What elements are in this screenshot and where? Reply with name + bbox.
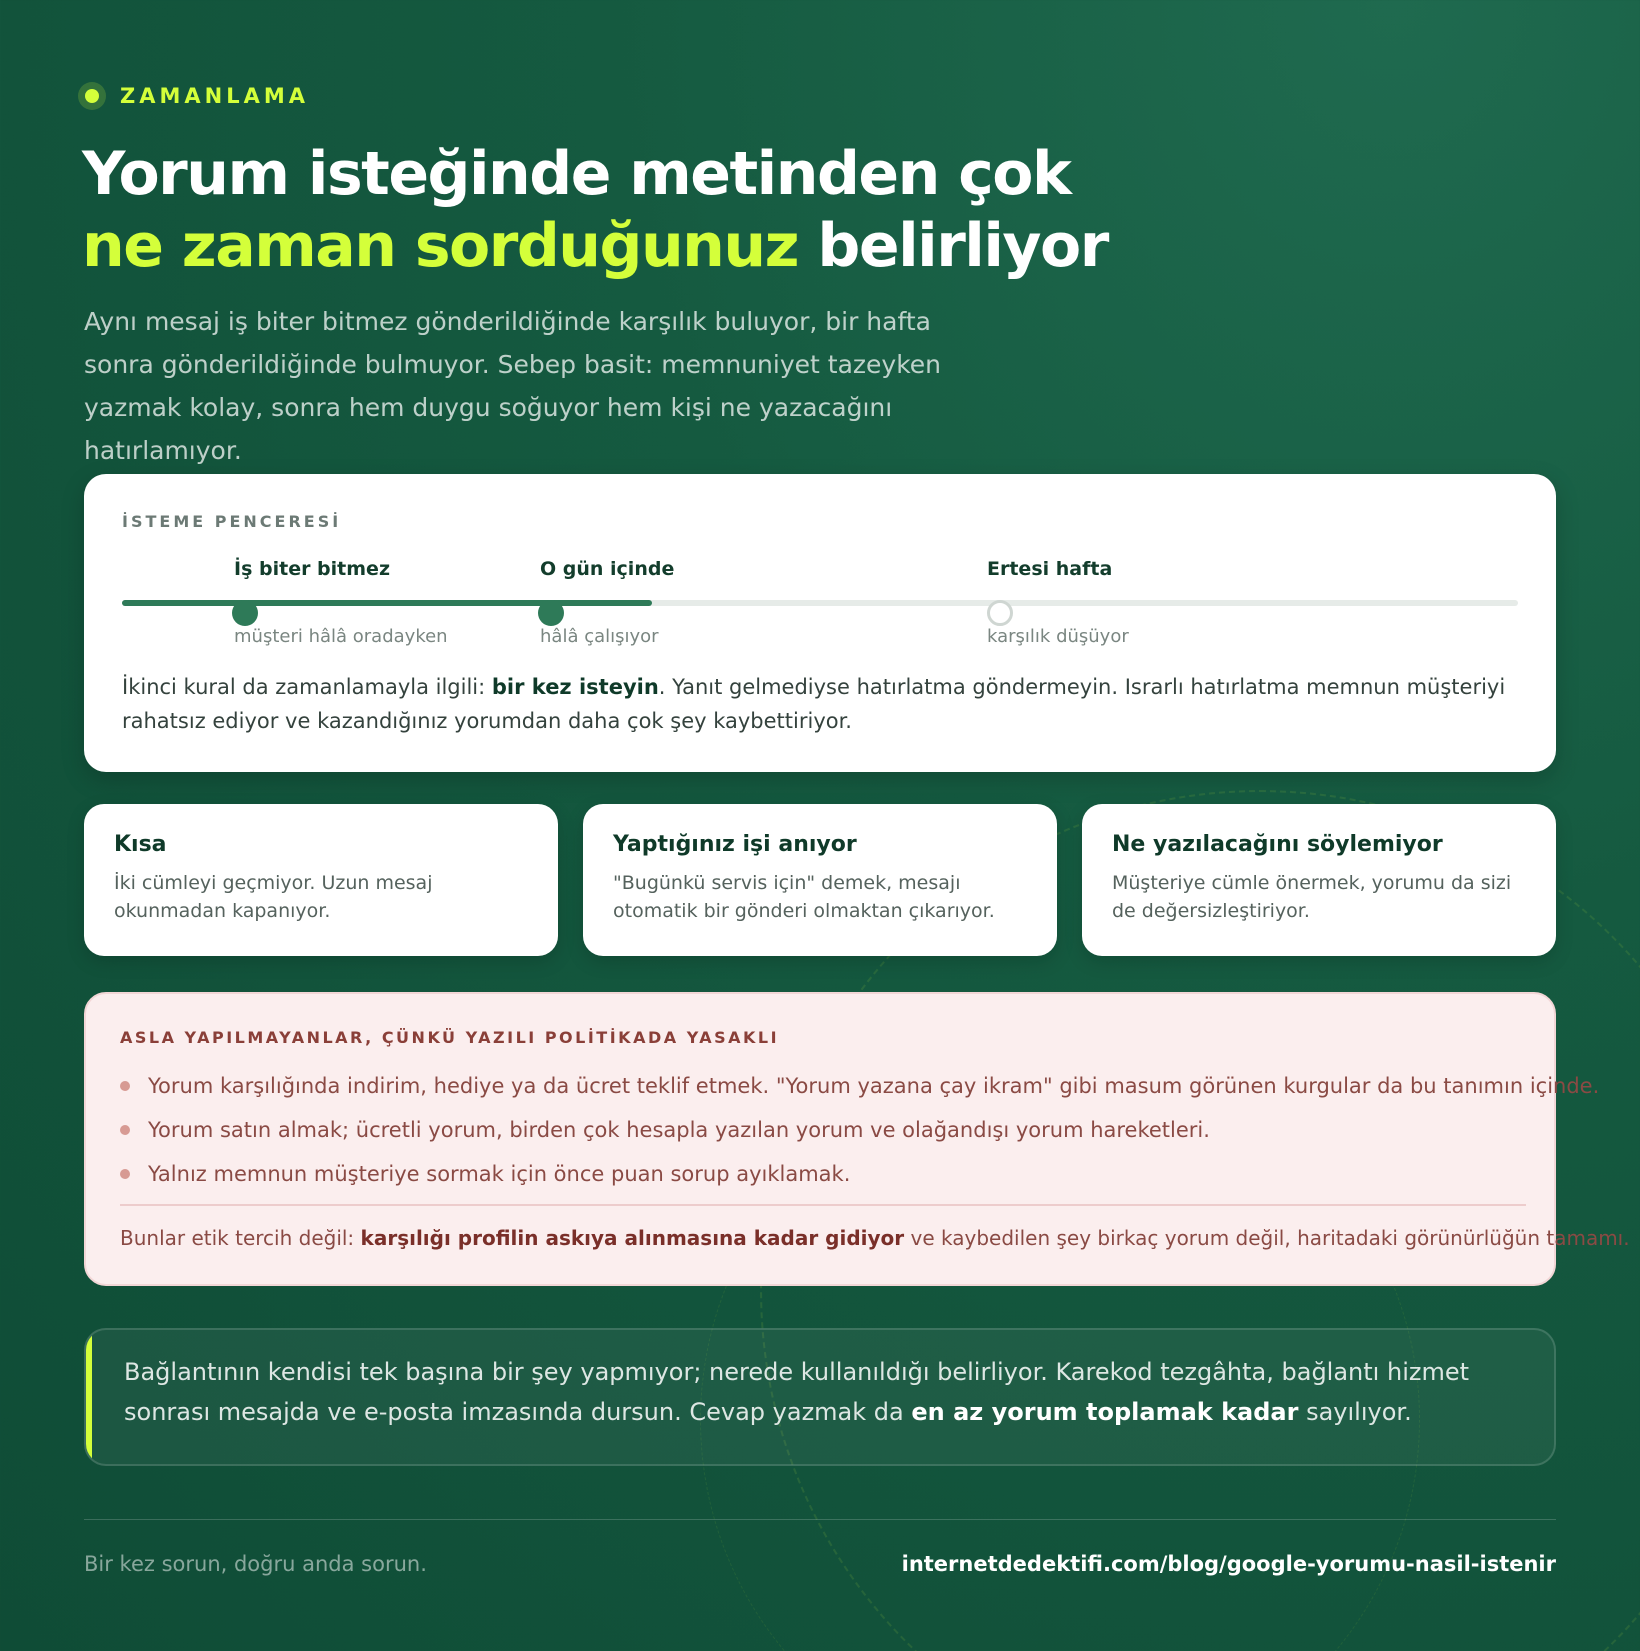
footnote-emphasis: karşılığı profilin askıya alınmasına kadar gidiyor [360,1226,905,1250]
tip-card [84,804,558,956]
tip-card [1082,804,1556,956]
list-item-text: Yalnız memnun müşteriye sormak için önce puan sorup ayıklamak. [148,1162,851,1186]
headline-highlight: ne zaman sorduğunuz [82,211,799,281]
step-subtitle: hâlâ çalışıyor [540,626,659,647]
tip-card-title: Yaptığınız işi anıyor [613,832,857,857]
warning-label: ASLA YAPILMAYANLAR, ÇÜNKÜ YAZILI POLİTİKADA YASAKLI [120,1028,780,1047]
step-node [232,600,258,626]
headline-line-1: Yorum isteğinde metinden çok [82,139,1071,209]
warning-list [120,1064,1600,1196]
list-item-text: Yorum karşılığında indirim, hediye ya da ücret teklif etmek. "Yorum yazana çay ikram" gibi masum görünen kurgular da bu tanımın içinde. [148,1074,1600,1098]
tip-card-text: Müşteriye cümle önermek, yorumu da sizi de değersizleştiriyor. [1112,872,1512,922]
eyebrow-label: ZAMANLAMA [120,84,309,108]
eyebrow [78,82,309,110]
card-note [122,670,1522,738]
timeline-fill [122,600,652,606]
callout-text-part: sayılıyor. [1298,1398,1412,1426]
tip-card [583,804,1057,956]
callout-text [124,1352,1524,1432]
callout-emphasis: en az yorum toplamak kadar [911,1398,1299,1426]
warning-card [84,992,1630,1286]
tip-card-text: "Bugünkü servis için" demek, mesajı otomatik bir gönderi olmaktan çıkarıyor. [613,872,995,922]
tip-card-title: Kısa [114,832,167,857]
note-emphasis: bir kez isteyin [491,675,659,699]
footer-tagline: Bir kez sorun, doğru anda sorun. [84,1552,427,1576]
step-title: O gün içinde [540,558,675,580]
tip-card-text: İki cümleyi geçmiyor. Uzun mesaj okunmadan kapanıyor. [114,872,433,922]
warning-footnote [120,1226,1630,1250]
tip-card-title: Ne yazılacağını söylemiyor [1112,832,1443,857]
footnote-text: Bunlar etik tercih değil: [120,1226,361,1250]
callout-text-part: Bağlantının kendisi tek başına bir şey yapmıyor; nerede kullanıldığı belirliyor. Karekod tezgâhta, bağlantı hizmet sonrası mesajda ve e-posta imzasında dursun. Cevap yazmak da [124,1358,1470,1426]
headline-line-2 [82,210,1182,282]
headline-rest: belirliyor [798,211,1108,281]
list-item-text: Yorum satın almak; ücretli yorum, birden çok hesapla yazılan yorum ve olağandışı yorum hareketleri. [148,1118,1210,1142]
list-item [120,1108,1540,1152]
footnote-text: ve kaybedilen şey birkaç yorum değil, haritadaki görünürlüğün tamamı. [904,1226,1630,1250]
timeline-track [122,600,1518,606]
card-label: İSTEME PENCERESİ [122,512,342,531]
step-subtitle: müşteri hâlâ oradayken [234,626,448,647]
footer-url-link[interactable]: internetdedektifi.com/blog/google-yorumu-nasil-istenir [901,1552,1556,1576]
headline [82,138,1182,282]
step-node-inactive [987,600,1013,626]
divider [120,1204,1526,1206]
step-title: İş biter bitmez [234,558,390,580]
step-subtitle: karşılık düşüyor [987,626,1129,647]
bullet-icon [120,1081,130,1091]
note-text: İkinci kural da zamanlamayla ilgili: [122,675,492,699]
callout-box [84,1328,1556,1466]
list-item [120,1152,1540,1196]
asking-window-card [84,474,1556,772]
callout-accent-bar [86,1330,92,1464]
bullet-icon [120,1169,130,1179]
list-item [120,1064,1600,1108]
dot-icon [78,82,106,110]
bullet-icon [120,1125,130,1135]
footer-divider [84,1519,1556,1520]
step-title: Ertesi hafta [987,558,1113,580]
note-text: . Yanıt gelmediyse hatırlatma göndermeyin. Israrlı hatırlatma memnun müşteriyi rahatsız ediyor ve kazandığınız yorumdan daha çok şey kaybettiriyor. [122,675,1506,733]
lead-paragraph: Aynı mesaj iş biter bitmez gönderildiğinde karşılık buluyor, bir hafta sonra gönderildiğinde bulmuyor. Sebep basit: memnuniyet tazeyken yazmak kolay, sonra hem duygu soğuyor hem kişi ne yazacağını hatırlamıyor. [84,307,942,465]
step-node [538,600,564,626]
